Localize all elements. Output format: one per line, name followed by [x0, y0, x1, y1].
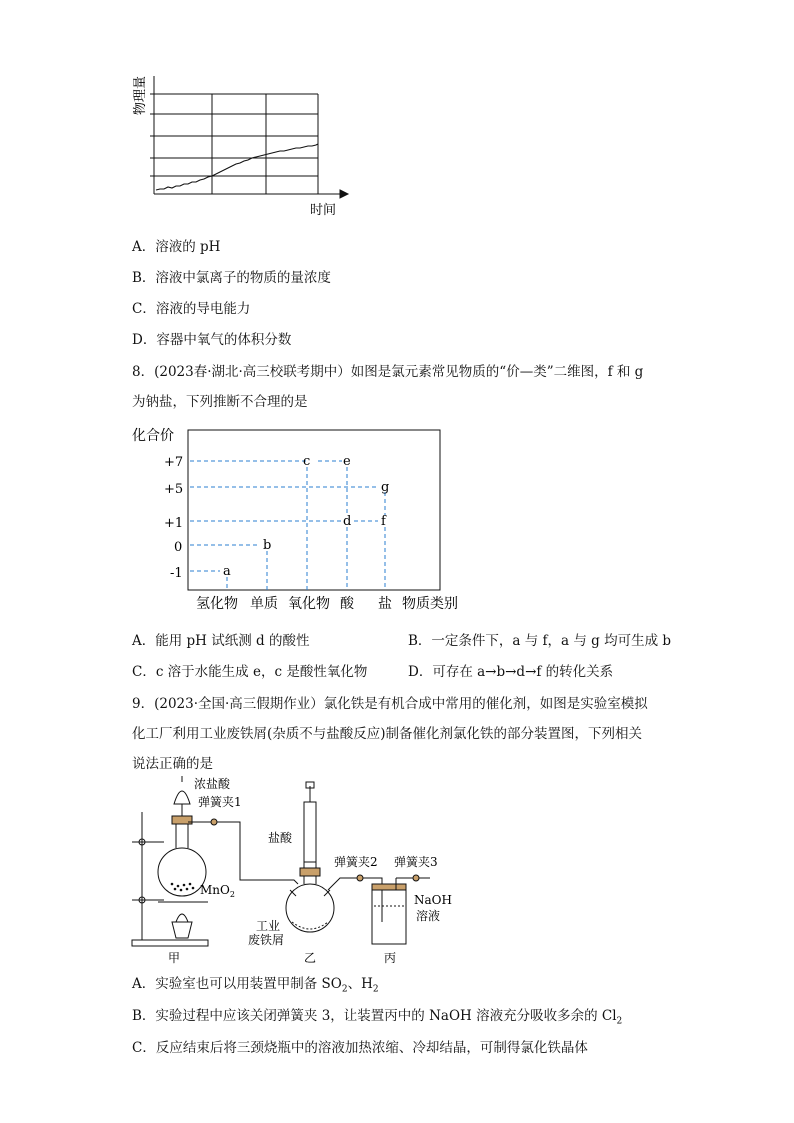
label-mno2-sub: 2: [229, 890, 235, 899]
cat-acid: 酸: [340, 596, 354, 612]
q8-option-d: D．可存在 a→b→d→f 的转化关系: [408, 664, 614, 680]
graph1-ylabel: 物理量: [133, 76, 148, 116]
cat-hydride: 氢化物: [196, 596, 238, 612]
label-yi: 乙: [304, 951, 317, 965]
label-iron1: 工业: [256, 919, 281, 933]
apparatus-diagram: [128, 772, 452, 968]
point-e: e: [343, 454, 351, 469]
q9-option-a-sub1: 2: [341, 984, 348, 995]
q7-option-a: A．溶液的 pH: [132, 239, 221, 255]
point-a: a: [223, 564, 231, 579]
label-clip1: 弹簧夹1: [198, 795, 242, 809]
q9-stem-line2: 化工厂利用工业废铁屑(杂质不与盐酸反应)制备催化剂氯化铁的部分装置图，下列相关: [132, 726, 643, 742]
tick-0: 0: [174, 540, 183, 555]
tick-plus7: +7: [164, 455, 184, 470]
q9-option-b-pre: B．实验过程中应该关闭弹簧夹 3，让装置丙中的 NaOH 溶液充分吸收多余的 Cl: [132, 1008, 617, 1024]
q7-option-b: B．溶液中氯离子的物质的量浓度: [132, 270, 331, 286]
point-d: d: [343, 514, 352, 529]
label-conc-hcl: 浓盐酸: [194, 777, 231, 791]
label-iron2: 废铁屑: [248, 933, 285, 947]
point-b: b: [263, 538, 272, 553]
quantity-time-graph: [130, 72, 360, 222]
svg-text:MnO2: [200, 883, 235, 899]
cat-element: 单质: [250, 596, 278, 612]
cat-axis-label: 物质类别: [402, 596, 458, 612]
q9-option-a-pre: A．实验室也可以用装置甲制备 SO: [132, 976, 342, 992]
q9-option-a-mid: 、H: [347, 976, 373, 992]
label-hcl: 盐酸: [268, 831, 293, 845]
q8-option-a: A．能用 pH 试纸测 d 的酸性: [132, 633, 310, 649]
tick-plus5: +5: [164, 482, 184, 497]
point-c: c: [303, 454, 311, 469]
label-clip2: 弹簧夹2: [334, 855, 378, 869]
cat-oxide: 氧化物: [288, 596, 330, 612]
q9-option-c: C．反应结束后将三颈烧瓶中的溶液加热浓缩、冷却结晶，可制得氯化铁晶体: [132, 1040, 588, 1056]
label-bing: 丙: [384, 951, 397, 965]
label-clip3: 弹簧夹3: [394, 855, 438, 869]
tick-plus1: +1: [164, 516, 184, 531]
q8-stem-line1: 8．(2023春·湖北·高三校联考期中）如图是氯元素常见物质的“价—类”二维图，f 和 g: [132, 364, 644, 380]
chart-ylabel: 化合价: [132, 428, 174, 444]
point-f: f: [381, 514, 386, 529]
label-jia: 甲: [168, 951, 181, 965]
valence-class-chart: [128, 420, 478, 620]
q9-stem-line1: 9．(2023·全国·高三假期作业）氯化铁是有机合成中常用的催化剂，如图是实验室模拟: [132, 696, 648, 712]
label-naoh1: NaOH: [414, 893, 452, 907]
quantity-curve: [156, 144, 318, 190]
q7-option-c: C．溶液的导电能力: [132, 301, 251, 317]
q9-option-a-sub2: 2: [372, 984, 379, 995]
q8-option-c: C．c 溶于水能生成 e，c 是酸性氧化物: [132, 664, 368, 680]
q9-option-b: [132, 1004, 622, 1027]
q8-stem-line2: 为钠盐，下列推断不合理的是: [132, 394, 308, 410]
q8-option-b: B．一定条件下，a 与 f，a 与 g 均可生成 b: [408, 633, 672, 649]
tick-minus1: -1: [170, 566, 183, 581]
label-naoh2: 溶液: [416, 909, 441, 923]
q7-option-d: D．容器中氧气的体积分数: [132, 332, 292, 348]
cat-salt: 盐: [378, 596, 392, 612]
point-g: g: [381, 480, 390, 495]
graph1-xlabel: 时间: [310, 203, 337, 218]
q9-option-b-sub: 2: [616, 1016, 623, 1027]
label-mno2: MnO: [200, 883, 230, 897]
q9-stem-line3: 说法正确的是: [132, 756, 213, 772]
q9-option-a: [132, 972, 379, 995]
